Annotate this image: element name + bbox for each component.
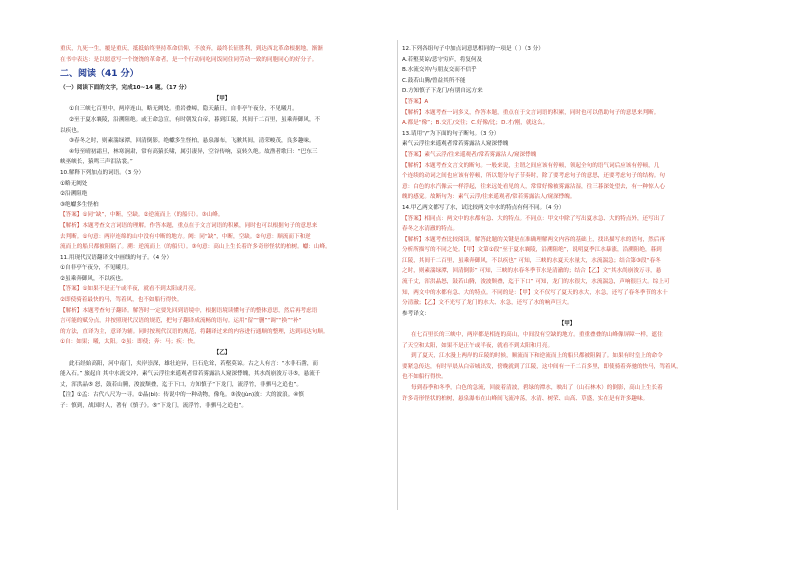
- right-column: [402, 44, 732, 404]
- explanation-line: 【解析】本题考查一词多义，作答本题，重点在于文言词语的积累，同时也可以借助句子的意思来判断。: [402, 109, 660, 116]
- answer-11: 【答案】①如果不是正午或半夜，就看不到太阳或月亮。: [60, 286, 200, 293]
- answer-11: ②即使骑着最快的马，驾着风，也不如船行得快。: [60, 297, 183, 304]
- answer-13: 【答案】素气云浮/往来遥观者/常若雾露沾人/窥深悸魄: [402, 151, 537, 158]
- explanation-line: 去判断。①句意：两岸连绵的山中没有中断的地方。阙：同“缺”，中断，空缺。②句意：顺流而下和逆: [60, 233, 311, 240]
- passage-line: 以疾也。: [60, 127, 83, 134]
- intro-red-line: 在书中表达：是以愿意写一个饶饶的革命者，是一个行动同吃同饭同住同劳动一致的同胞同心的好分子。: [60, 56, 318, 63]
- explanation-line: 【解析】本题考查句子翻译。解答时一定要先回到语境中，根据语境读懂句子的整体意思，然后再考虑语: [60, 307, 318, 314]
- passage-line: ④每至晴初霜旦，林寒涧肃，常有高猿长啸，属引凄异，空谷传响，哀转久绝。故渔者歌曰：“巴东三: [69, 148, 318, 155]
- explanation-line: 魄的感觉。故断句为：素气云浮/往来遥观者/常若雾露沾人/窥深悸魄。: [402, 194, 576, 201]
- translation-line: 要紧急传达，有时早晨从白帝城出发，傍晚就到了江陵，这中间有一千二百多里，即使骑着奔驰的快马，驾着风，: [402, 363, 682, 370]
- translation-line: 也不如船行得快。: [402, 374, 447, 381]
- section-title: 二、阅读（41 分）: [60, 69, 139, 80]
- explanation-line: 个连续的动词之间也应该有停顿，所以划分句子节奏时，除了要考虑句子的意思，还要考虑句子的结构。句: [402, 173, 665, 180]
- explanation-line: 流而上的船只都被阻隔了。溯：逆流而上（的船只）。③句意：高山上生长着许多奇形怪状的柏树。巘：山峰。: [60, 244, 331, 251]
- explanation-line: ①自：如果；曦，太阳。②虽：即使；奔：马；疾：快。: [60, 339, 199, 346]
- explanation-line: 【解析】本题考查文言文的断句。一般来说，主谓之间应该有停顿，领起全句的语气词后应该有停顿，几: [402, 162, 660, 169]
- footnote-line: 子：慎到，战国时人，著有《慎子》。⑤“下龙门，流浮竹，非驷马之追也”。: [60, 403, 248, 409]
- footnote-line: 【注】①孟：古代八尺为一寻。②晶(bì)：传说中的一种动物，像龟。③浚(jùn)波：大的波浪。④慎: [60, 392, 304, 399]
- explanation-line: 分清澈；【乙】文不光写了龙门的水大、水急，还写了水的响声巨大。: [402, 300, 573, 307]
- question-11: 11.用现代汉语翻译文中画线的句子。（4 分）: [60, 254, 173, 261]
- explanation-line: 言可能的赋分点，并按照现代汉语的规范，把句子翻译成流畅的语句。运用“留”“删”“调”“换”“补”: [60, 318, 302, 325]
- question-14: 14.甲乙两文都写了水，试比较两文中水的特点有何不同。（4 分）: [402, 204, 565, 211]
- explanation-line: 之时，则素湍绿潭，回清倒影” 可知，三峡的水春冬季节水是清澈的；结合【乙】文“其水尚崩浚万寻，悬: [402, 268, 662, 275]
- subsection-title: （一）阅读下面的文字，完成10~14 题。（17 分）: [60, 85, 190, 92]
- translation-line: 在七百里长的三峡中，两岸都是相连的高山，中间没有空缺的地方。重重叠叠的山峰像屏障一样，遮住: [411, 332, 663, 339]
- explanation-line: 意：白色的水汽像云一样浮起，往来远处看见的人，常常好像被雾露沾湿，往三暮深处望去，有一种惊人心: [402, 183, 665, 190]
- translation-line: 许多奇形怪状的柏树，悬泉瀑布在山峰间飞流冲荡，水清、树荣、山高、草盛，实在是有许多趣味。: [402, 395, 649, 402]
- explanation-line: A.都是“像”；B.交汇/交往；C.好像/比；D.才/刚，就这么。: [402, 120, 549, 127]
- explanation-line: 江陵，其间千二百里，虽乘奔御风，不以疾也” 可知，三峡的水夏天水量大，水流湍急；结合第③段“春冬: [402, 257, 661, 264]
- explanation-line: 【解析】本题考查比较阅读。解答此题的关键是在准确理解两文内容的基础上，找出描写水的语句，然后再: [402, 236, 665, 243]
- option-line: D.方知慎子下龙门/有朋自远方来: [402, 88, 483, 95]
- translation-line: 了天空和太阳，如果不是正午或半夜，就看不到太阳和月亮。: [402, 342, 554, 349]
- passage-yi-label: 【乙】: [213, 350, 231, 357]
- answer-12: 【答案】A: [402, 98, 429, 105]
- passage-line: ③春冬之时，则素湍绿潭，回清倒影。绝巘多生怪柏，悬泉瀑布，飞漱其间，清荣峻茂，良多趣味。: [69, 138, 315, 145]
- explanation-line: 【解析】本题考查文言词语的理解。作答本题，重点在于文言词语的积累，同时也可以根据句子的意思来: [60, 222, 318, 229]
- passage-line: 峡巫峡长，猿鸣三声泪沾裳。”: [60, 159, 133, 166]
- answer-14: 【答案】相同点：两文中的水都有急、大的特点。不同点：甲文中除了写出夏水急、大的特点外，还写出了: [402, 215, 665, 222]
- question-item: ①自非亭午夜分，不见曦月。: [60, 265, 133, 272]
- option-line: C.鼓若山腾/曾益其所不能: [402, 77, 466, 84]
- explanation-line: 的方法，直译为主，意译为辅。同时按现代汉语的规范，将翻译过来的内容进行通顺的整理，达到词达句顺。: [60, 328, 329, 335]
- question-item: ②虽乘奔御风，不以疾也。: [60, 275, 127, 282]
- question-12: 12.下列各组句子中加点词意思相同的一项是（ ）（3 分）: [402, 46, 544, 52]
- answer-14: 春冬之水清澈的特点。: [402, 226, 458, 233]
- passage-line: 此石经始高阳，河中南门，夹岸崇深，雄壮迫异，巨石危耸，若壑莫谅。古之人有言：“水非石凿，而: [69, 360, 319, 367]
- question-item: ③绝巘多生怪柏: [60, 201, 99, 208]
- question-13: 13.请用“/”为下面的句子断句。（3 分）: [402, 130, 500, 137]
- translation-line: 到了夏天，江水漫上两岸的丘陵的时候，顺流而下和逆流而上的船只都被阻隔了。如果有时皇上的命令: [411, 353, 663, 360]
- explanation-line: 流千丈，浑洪晶怒，鼓若山腾，浚波颓叠，迄于下口” 可知，龙门的水很大，水流湍急，声响很巨大。综上可: [402, 279, 670, 286]
- intro-red-line: 重庆，九死一生，覆是重庆，抵抵始终坚持革命信仰，不放弃，最终长征胜利，到达西北革命根据地，渐渐: [60, 46, 323, 52]
- option-line: A.若壑莫谅/悲守穷庐，将复何及: [402, 56, 483, 63]
- column-divider: [397, 40, 398, 510]
- reference-jia-label: 【甲】: [558, 321, 576, 328]
- translation-line: 每到春季和冬季，白色的急流，回旋着清波，碧绿的潭水，映出了（山石林木）的倒影，高山上生长着: [411, 385, 663, 391]
- question-item: ②沿溯阻绝: [60, 191, 88, 198]
- question-10: 10.解释下列加点的词语。（3 分）: [60, 169, 145, 176]
- explanation-line: 知，两文中的水都有急、大的特点。不同的是：【甲】文不仅写了夏天的水大，水急，还写了春冬季节的水十: [402, 289, 668, 296]
- passage-line: 丈，浑洪晶⑤ 怒，鼓若山腾，浚波颓叠，迄于下口，方知慎子“下龙门，流浮竹，非驷马之追也”。: [60, 381, 302, 388]
- passage-jia-label: 【甲】: [213, 95, 231, 102]
- left-column: [60, 44, 384, 412]
- question-item: ①略无阙处: [60, 180, 88, 187]
- passage-line: ②至于夏水襄陵，沿溯阻绝。或王命急宣，有时朝发白帝，暮到江陵，其间千二百里，虽乘奔御风，不: [69, 116, 321, 123]
- explanation-line: 分析所描写的不同之处。【甲】文第①段“至于夏水襄陵，沿溯阻绝”，说明夏季江水暴涨，沿溯阻绝，暮到: [402, 247, 662, 254]
- answer-10: 【答案】①同“缺”，中断，空缺。②逆流而上（的船只）。③山峰。: [60, 212, 224, 219]
- option-line: B.水流交冲/与朋友交而不信乎: [402, 67, 477, 74]
- question-13-text: 素气云浮往来遥观者常若雾露沾人窥深悸魄: [402, 141, 509, 148]
- reference-title: 参考译文：: [402, 310, 430, 317]
- passage-line: 能入石。” 旅起自 其中水流交冲，素气云浮往来遥观者常若雾露沾人窥深悸魄，其水尚崩浚万寻⑤，悬流千: [60, 371, 321, 378]
- passage-line: ①自三峡七百里中，两岸连山，略无阙处。重岩叠嶂，隐天蔽日，自非亭午夜分，不见曦月。: [69, 106, 298, 113]
